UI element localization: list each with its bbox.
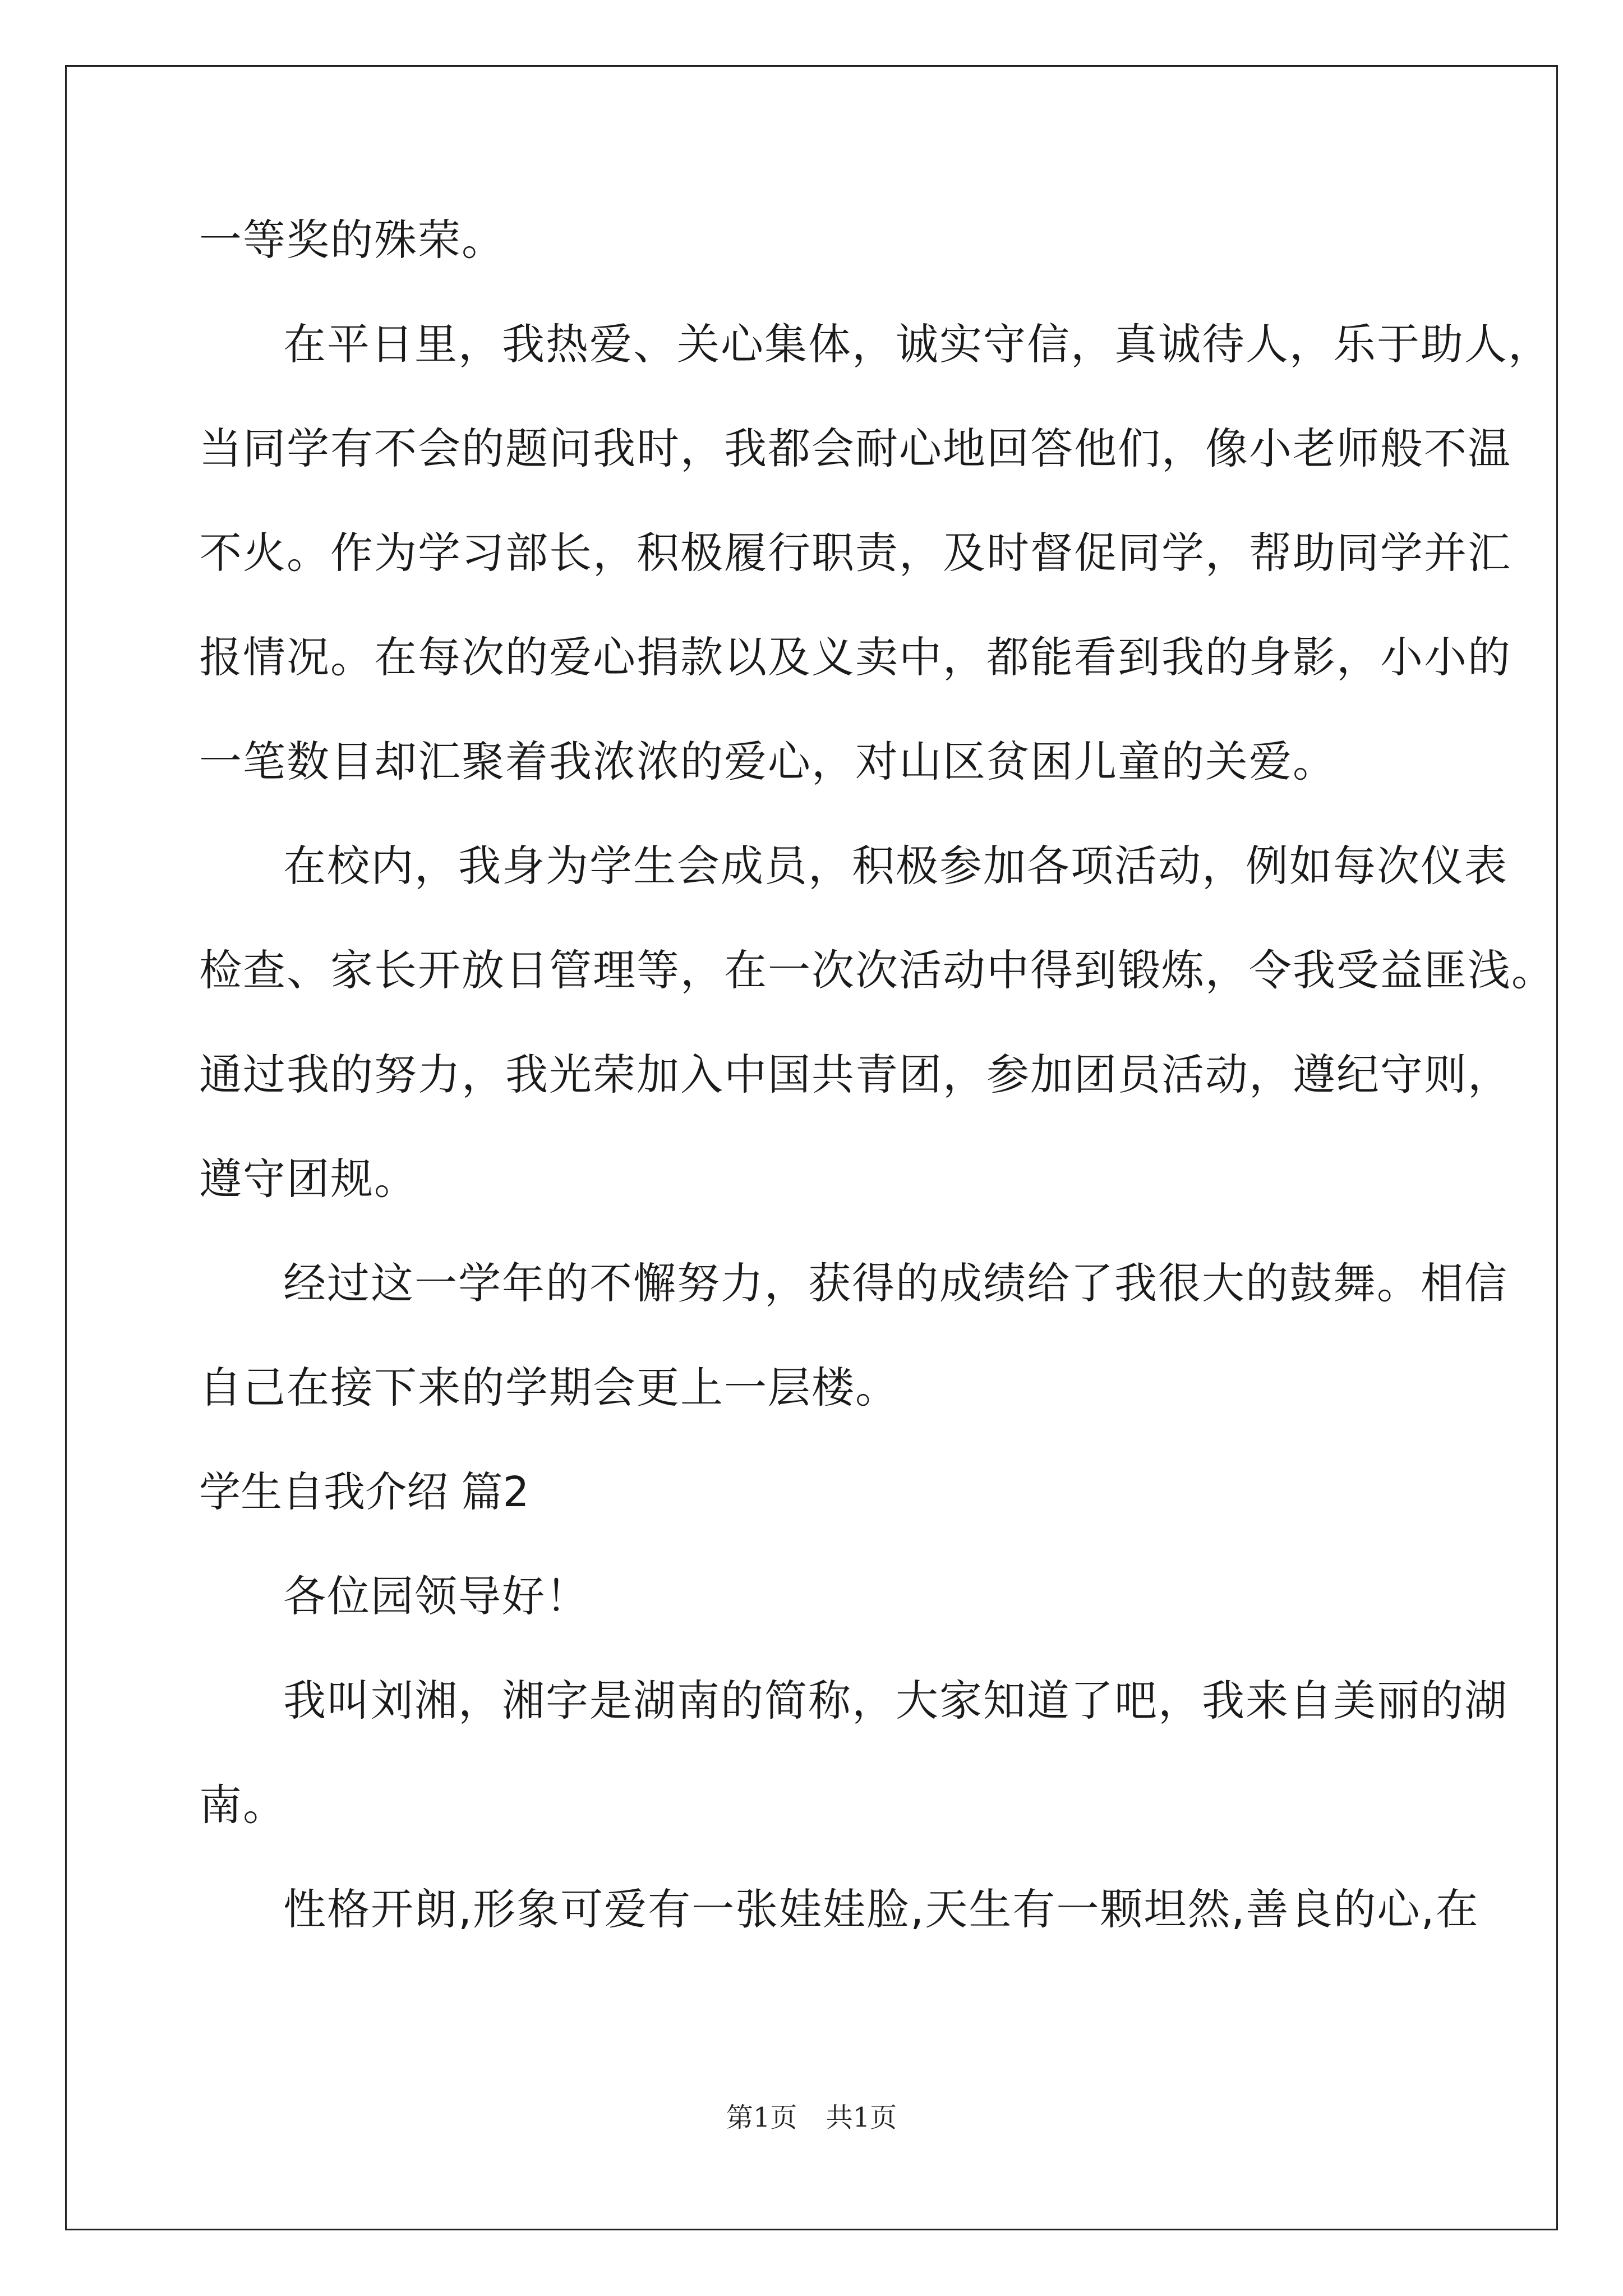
paragraph-line: 自己在接下来的学期会更上一层楼。 (199, 1363, 899, 1412)
paragraph-line: 在平日里，我热爱、关心集体，诚实守信，真诚待人，乐于助人， (283, 319, 1552, 369)
paragraph-line: 不火。作为学习部长，积极履行职责，及时督促同学，帮助同学并汇 (199, 528, 1511, 578)
paragraph-line: 在校内，我身为学生会成员，积极参加各项活动，例如每次仪表 (283, 841, 1508, 891)
paragraph-line: 性格开朗,形象可爱有一张娃娃脸,天生有一颗坦然,善良的心,在 (283, 1884, 1479, 1934)
paragraph-line: 一等奖的殊荣。 (199, 215, 505, 265)
paragraph-line: 一笔数目却汇聚着我浓浓的爱心，对山区贫困儿童的关爱。 (199, 737, 1336, 786)
paragraph-line: 经过这一学年的不懈努力，获得的成绩给了我很大的鼓舞。相信 (283, 1258, 1508, 1308)
current-page-label: 第1页 (726, 2102, 797, 2133)
page-footer (0, 2096, 1623, 2134)
paragraph-line: 当同学有不会的题问我时，我都会耐心地回答他们，像小老师般不温 (199, 424, 1511, 473)
total-pages-label: 共1页 (826, 2102, 897, 2133)
paragraph-line: 遵守团规。 (199, 1154, 418, 1204)
paragraph-line: 通过我的努力，我光荣加入中国共青团，参加团员活动，遵纪守则， (199, 1050, 1511, 1099)
paragraph-line: 检查、家长开放日管理等，在一次次活动中得到锻炼，令我受益匪浅。 (199, 945, 1555, 995)
paragraph-line: 各位园领导好！ (283, 1571, 589, 1621)
paragraph-line: 报情况。在每次的爱心捐款以及义卖中，都能看到我的身影，小小的 (199, 632, 1511, 682)
paragraph-line: 我叫刘湘，湘字是湖南的简称，大家知道了吧，我来自美丽的湖 (283, 1676, 1508, 1726)
section-heading: 学生自我介绍 篇2 (199, 1468, 529, 1516)
document-body (199, 188, 1555, 1962)
paragraph-line: 南。 (199, 1780, 287, 1830)
